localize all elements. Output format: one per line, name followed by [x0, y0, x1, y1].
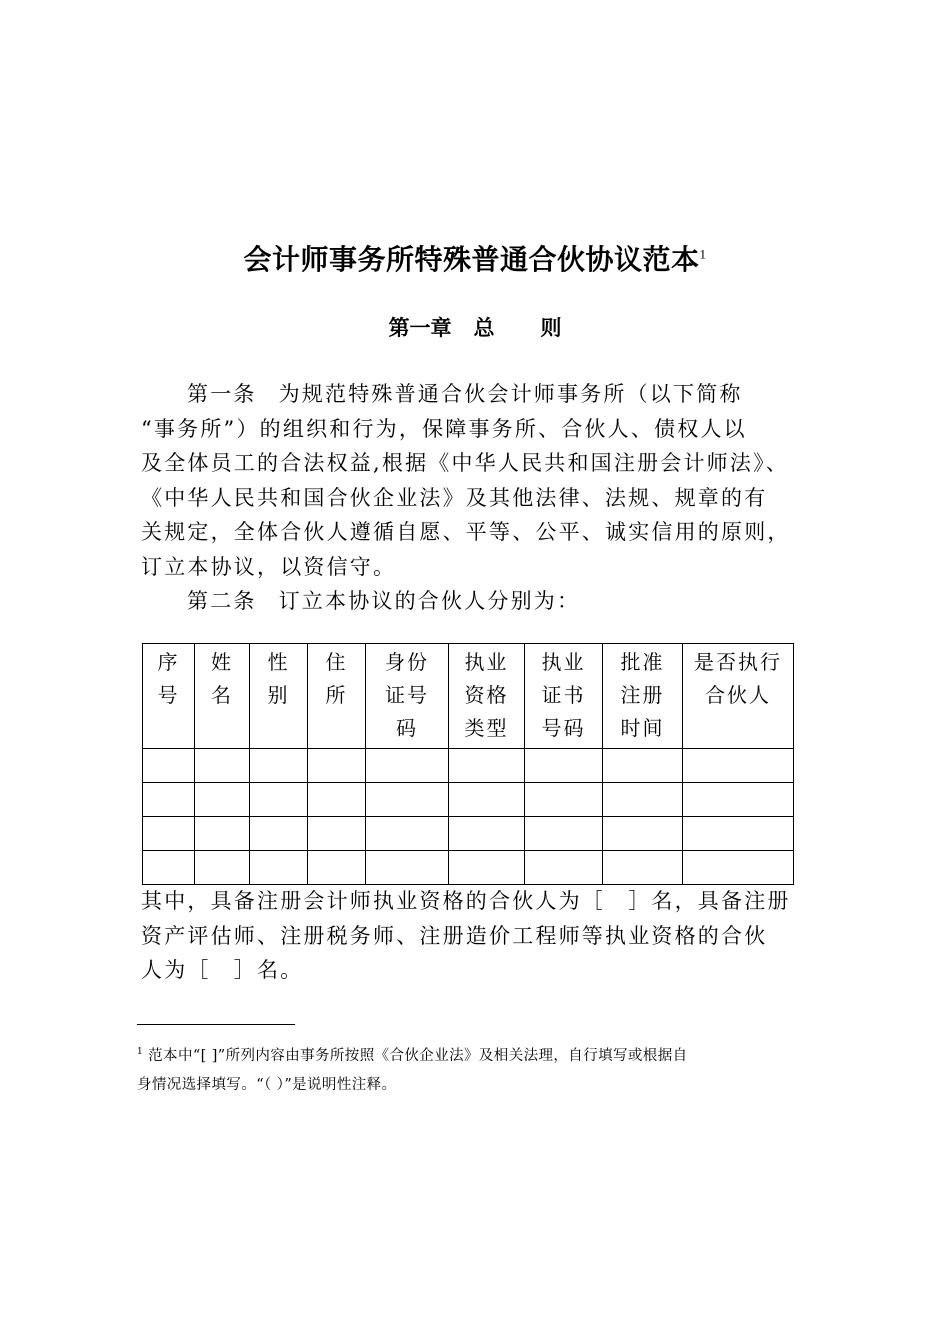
table-cell [603, 817, 683, 851]
table-cell [250, 749, 308, 783]
header-cell-line: 合伙人 [705, 683, 771, 707]
table-cell [195, 817, 250, 851]
header-cell-line: 类型 [464, 716, 509, 740]
article-1-text: 为规范特殊普通合伙会计师事务所（以下简称 [278, 382, 743, 406]
table-cell [250, 851, 308, 885]
table-cell [449, 851, 525, 885]
table-header-cell [143, 644, 195, 749]
table-cell [250, 783, 308, 817]
article-2 [141, 584, 781, 619]
footnote-line [137, 1038, 777, 1071]
table-cell [683, 851, 794, 885]
table-cell [603, 749, 683, 783]
table-header-cell [195, 644, 250, 749]
header-cell-line: 批准 [620, 650, 665, 674]
table-header-cell [366, 644, 449, 749]
document-title-text: 会计师事务所特殊普通合伙协议范本 [243, 243, 700, 276]
document-title [0, 238, 950, 278]
table-cell [525, 851, 603, 885]
table-cell [143, 783, 195, 817]
header-cell-line: 名 [211, 683, 233, 707]
table-row [143, 851, 794, 885]
table-cell [683, 749, 794, 783]
table-cell [195, 851, 250, 885]
header-cell-line: 号 [157, 683, 180, 707]
header-cell-line: 姓 [211, 650, 233, 674]
header-cell-line: 号码 [541, 716, 586, 740]
header-cell-line: 序 [157, 650, 180, 674]
table-row [143, 749, 794, 783]
table-header-cell [308, 644, 366, 749]
header-cell-line: 码 [396, 716, 418, 740]
header-cell-line: 证号 [385, 683, 429, 707]
chapter-name-part1: 总 [473, 316, 495, 340]
table-cell [525, 817, 603, 851]
table-cell [250, 817, 308, 851]
paragraph-line: 其中，具备注册会计师执业资格的合伙人为［ ］名，具备注册 [141, 889, 791, 913]
article-2-text: 订立本协议的合伙人分别为： [278, 589, 581, 613]
table-cell [683, 783, 794, 817]
header-cell-line: 是否执行 [694, 650, 782, 674]
article-1-line: 订立本协议，以资信守。 [141, 554, 397, 579]
table-header-row [143, 644, 794, 749]
header-cell-line: 注册 [620, 683, 665, 707]
header-cell-line: 证书 [541, 683, 586, 707]
table-cell [308, 851, 366, 885]
header-cell-line: 时间 [620, 716, 665, 740]
article-1-line: 及全体员工的合法权益,根据《中华人民共和国注册会计师法》、 [141, 451, 789, 475]
header-cell-line: 性 [267, 650, 290, 674]
table-cell [366, 749, 449, 783]
header-cell-line: 住 [325, 650, 348, 674]
table-row [143, 783, 794, 817]
table-header-cell [603, 644, 683, 749]
table-row [143, 817, 794, 851]
footnote-text: 范本中“[ ]”所列内容由事务所按照《合伙企业法》及相关法理，自行填写或根据自 [148, 1047, 688, 1064]
partner-table [142, 643, 794, 885]
article-2-number: 第二条 [187, 589, 257, 613]
table-cell [195, 783, 250, 817]
table-cell [603, 783, 683, 817]
table-cell [525, 783, 603, 817]
article-1-line: 《中华人民共和国合伙企业法》及其他法律、法规、规章的有 [141, 485, 768, 510]
paragraph-line: 资产评估师、注册税务师、注册造价工程师等执业资格的合伙 [141, 923, 768, 948]
table-cell [603, 851, 683, 885]
table-header-cell [449, 644, 525, 749]
article-1-number: 第一条 [187, 382, 257, 406]
table-header-cell [683, 644, 794, 749]
table-cell [366, 817, 449, 851]
header-cell-line: 身份 [385, 650, 429, 674]
title-footnote-mark: 1 [699, 246, 707, 262]
paragraph-line: 人为［ ］名。 [141, 958, 304, 982]
table-cell [683, 817, 794, 851]
table-cell [308, 749, 366, 783]
header-cell-line: 资格 [464, 683, 509, 707]
after-table-paragraph [141, 884, 791, 988]
footnote [137, 1038, 777, 1100]
table-cell [143, 817, 195, 851]
table-cell [308, 817, 366, 851]
table-cell [366, 851, 449, 885]
table-cell [366, 783, 449, 817]
chapter-name-part2: 则 [540, 316, 562, 340]
table-cell [308, 783, 366, 817]
header-cell-line: 执业 [541, 650, 586, 674]
table-cell [143, 749, 195, 783]
table-cell [449, 783, 525, 817]
article-1-line: 关规定，全体合伙人遵循自愿、平等、公平、诚实信用的原则， [141, 520, 791, 544]
article-1 [141, 377, 791, 619]
article-1-line: “事务所”）的组织和行为，保障事务所、合伙人、债权人以 [141, 416, 747, 441]
header-cell-line: 别 [267, 683, 290, 707]
table-header-cell [525, 644, 603, 749]
table-cell [525, 749, 603, 783]
table-cell [449, 749, 525, 783]
table-header-cell [250, 644, 308, 749]
article-1-line [141, 377, 781, 412]
header-cell-line: 执业 [464, 650, 509, 674]
chapter-heading [0, 312, 950, 342]
table-cell [449, 817, 525, 851]
footnote-mark: 1 [137, 1047, 144, 1057]
header-cell-line: 所 [325, 683, 348, 707]
table-cell [143, 851, 195, 885]
footnote-line: 身情况选择填写。“（ ）”是说明性注释。 [137, 1076, 397, 1093]
chapter-number: 第一章 [388, 316, 452, 340]
footnote-separator [137, 1024, 295, 1025]
table-cell [195, 749, 250, 783]
